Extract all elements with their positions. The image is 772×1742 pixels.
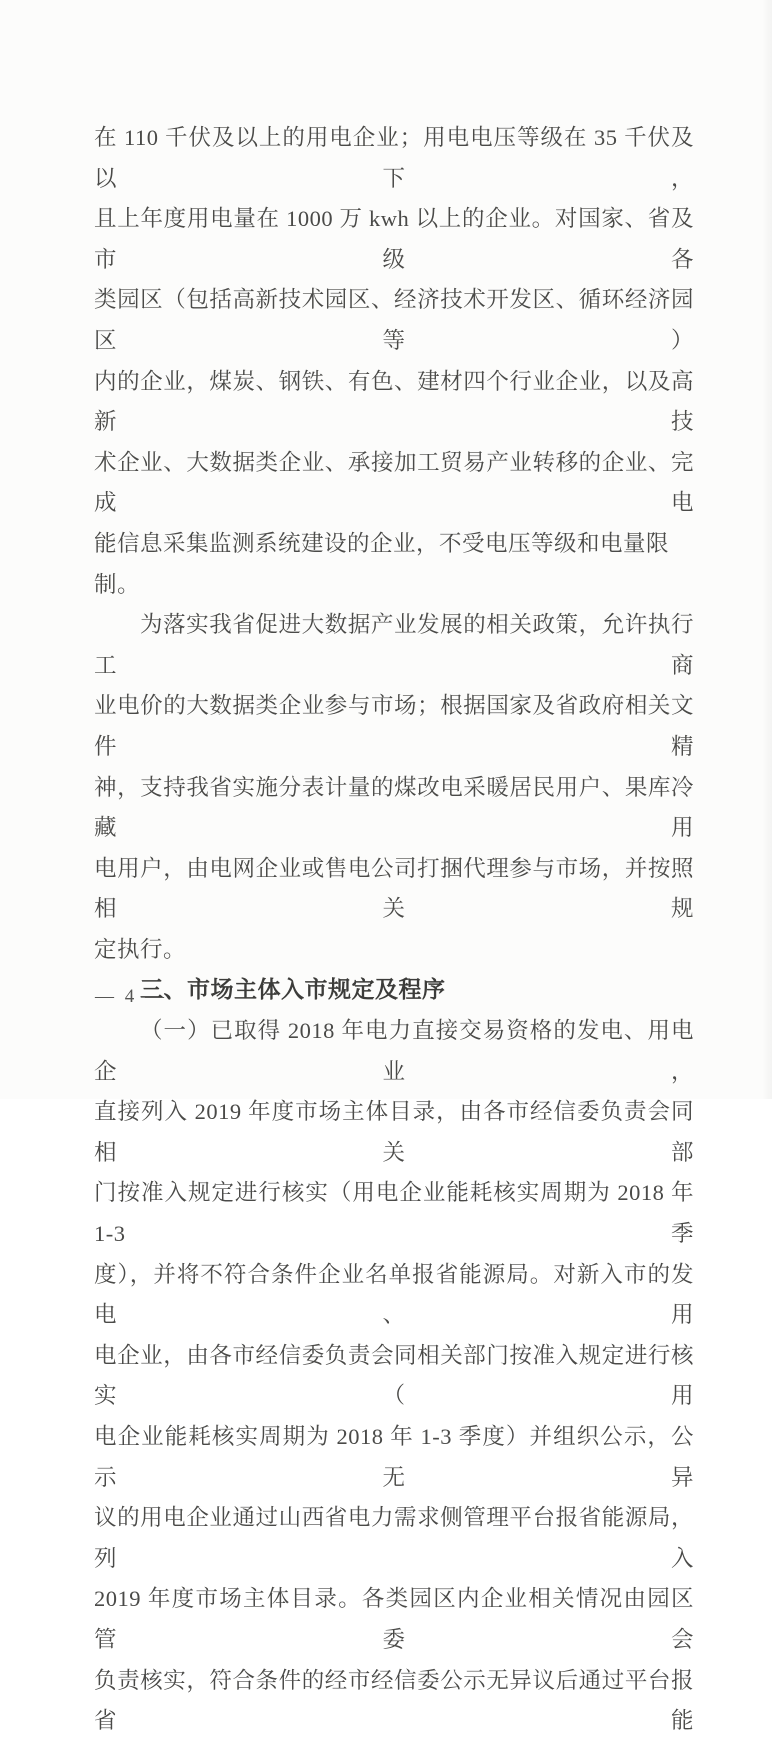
text-line: 能信息采集监测系统建设的企业，不受电压等级和电量限制。 bbox=[94, 530, 670, 597]
text-line: 类园区（包括高新技术园区、经济技术开发区、循环经济园区等） bbox=[94, 287, 694, 353]
text-line: 负责核实，符合条件的经市经信委公示无异议后通过平台报省能 bbox=[94, 1667, 694, 1734]
text-line: 为落实我省促进大数据产业发展的相关政策，允许执行工商 bbox=[94, 612, 694, 678]
text-line: 业电价的大数据类企业参与市场；根据国家及省政府相关文件精 bbox=[94, 693, 694, 759]
text-line: 电用户，由电网企业或售电公司打捆代理参与市场，并按照相关规 bbox=[94, 855, 694, 922]
text-line: 且上年度用电量在 1000 万 kwh 以上的企业。对国家、省及市级各 bbox=[94, 206, 694, 272]
text-line: （一）已取得 2018 年电力直接交易资格的发电、用电企业， bbox=[94, 1018, 694, 1084]
text-line: 术企业、大数据类企业、承接加工贸易产业转移的企业、完成电 bbox=[94, 449, 694, 516]
text-line: 度），并将不符合条件企业名单报省能源局。对新入市的发电、用 bbox=[94, 1261, 694, 1328]
text-line: 2019 年度市场主体目录。各类园区内企业相关情况由园区管委会 bbox=[94, 1586, 694, 1652]
text-line: 直接列入 2019 年度市场主体目录，由各市经信委负责会同相关部 bbox=[94, 1099, 694, 1165]
text-line: 内的企业，煤炭、钢铁、有色、建材四个行业企业，以及高新技 bbox=[94, 368, 694, 435]
text-line: 电企业，由各市经信委负责会同相关部门按准入规定进行核实（用 bbox=[94, 1342, 694, 1409]
section-3-heading: 三、市场主体入市规定及程序 bbox=[140, 977, 446, 1003]
text-line: 定执行。 bbox=[94, 936, 187, 962]
document-body bbox=[94, 118, 694, 1742]
text-line: 在 110 千伏及以上的用电企业；用电电压等级在 35 千伏及以下， bbox=[94, 125, 694, 191]
text-line: 门按准入规定进行核实（用电企业能耗核实周期为 2018 年 1-3 季 bbox=[94, 1180, 694, 1247]
page-number: — 4 — bbox=[95, 986, 167, 1007]
text-line: 神，支持我省实施分表计量的煤改电采暖居民用户、果库冷藏用 bbox=[94, 774, 694, 841]
text-line: 电企业能耗核实周期为 2018 年 1-3 季度）并组织公示，公示无异 bbox=[94, 1424, 694, 1490]
text-line: 议的用电企业通过山西省电力需求侧管理平台报省能源局，列入 bbox=[94, 1505, 694, 1571]
